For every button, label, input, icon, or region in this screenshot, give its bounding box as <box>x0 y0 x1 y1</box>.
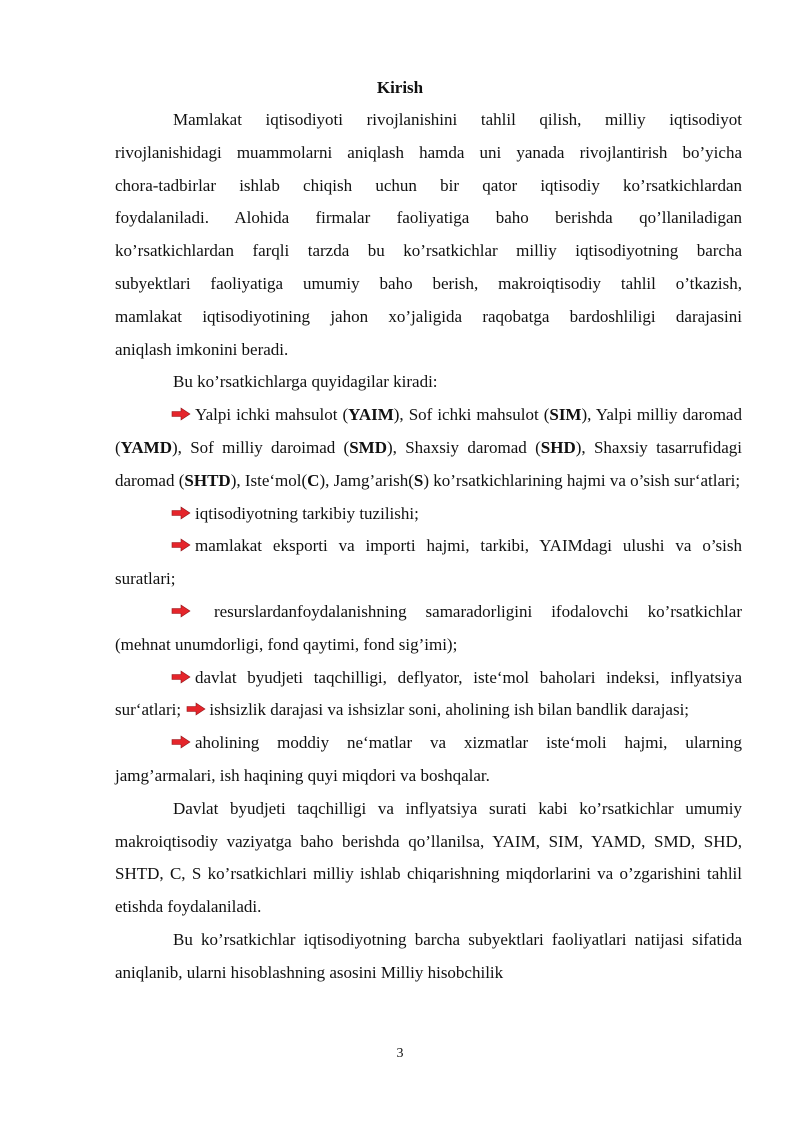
red-arrow-icon <box>171 506 191 520</box>
list-lead: Bu ko’rsatkichlarga quyidagilar kiradi: <box>173 372 438 392</box>
body-paragraph: Bu ko’rsatkichlar iqtisodiyotning barcha subyektlari faoliyatlari natijasi sifatida aniqlanib, ularni hisoblashning asosini Milliy hisobchilik <box>115 929 742 982</box>
bullet-text: ishsizlik darajasi va ishsizlar soni, aholining ish bilan bandlik darajasi; <box>209 700 690 720</box>
text-line: mamlakat iqtisodiyotining jahon xo’jaligida raqobatga bardoshliligi darajasini <box>115 306 742 326</box>
page-title: Kirish <box>376 78 424 97</box>
text-line: Mamlakat iqtisodiyoti rivojlanishini tahlil qilish, milliy iqtisodiyot <box>173 110 742 129</box>
body-paragraph: Davlat byudjeti taqchilligi va inflyatsiya surati kabi ko’rsatkichlar umumiy makroiqtisodiy vaziyatga baho berishda qo’llanilsa, YAIM, SIM, YAMD, SMD, SHD, SHTD, C, S ko’rsatkichlari milliy ishlab chiqarishning miqdorlarini va o’zgarishini tahlil etishda foydalaniladi. <box>115 798 742 917</box>
bullet-item <box>115 530 742 596</box>
abbreviation: S <box>413 470 424 490</box>
bullet-text: davlat byudjeti taqchilligi, deflyator, iste‘mol baholari indeksi, inflyatsiya sur‘atlari; <box>115 667 742 720</box>
text-line: rivojlanishidagi muammolarni aniqlash hamda uni yanada rivojlantirish bo’yicha <box>115 142 742 162</box>
bullet-text: mamlakat eksporti va importi hajmi, tarkibi, YAIMdagi ulushi va o’sish suratlari; <box>115 536 742 589</box>
bullet-text: ), Yalpi milliy daromad ( <box>115 405 742 457</box>
red-arrow-icon <box>171 538 191 552</box>
bullet-text: resurslardanfoydalanishning samaradorligini ifodalovchi ko’rsatkichlar (mehnat unumdorligi, fond qaytimi, fond sig’imi); <box>115 601 742 654</box>
abbreviation: SHD <box>540 437 576 457</box>
red-arrow-icon <box>171 407 191 421</box>
text-line: ko’rsatkichlardan farqli tarzda bu ko’rsatkichlar milliy iqtisodiyotning barcha <box>115 241 742 261</box>
bullet-text: Yalpi ichki mahsulot ( <box>195 405 349 425</box>
text-line: chora-tadbirlar ishlab chiqish uchun bir qator iqtisodiy ko’rsatkichlardan <box>115 175 742 195</box>
abbreviation: SHTD <box>184 470 231 490</box>
bullet-text: ), Shaxsiy tasarrufidagi daromad ( <box>115 437 743 490</box>
bullet-text: iqtisodiyotning tarkibiy tuzilishi; <box>195 503 419 523</box>
text-line: subyektlari faoliyatiga umumiy baho berish, makroiqtisodiy tahlil o’tkazish, <box>115 273 742 293</box>
bullet-text: ), Sof ichki mahsulot ( <box>393 405 550 425</box>
bullet-text: ), Shaxsiy daromad ( <box>386 437 541 457</box>
abbreviation: SMD <box>349 437 387 457</box>
document-body <box>115 104 742 990</box>
red-arrow-icon <box>171 735 191 749</box>
bullet-text: ) ko’rsatkichlarining hajmi va o’sish sur‘atlari; <box>423 470 741 490</box>
bullet-text: ), Iste‘mol( <box>230 470 308 490</box>
text-line: aniqlash imkonini beradi. <box>115 339 289 359</box>
bullet-text: ), Sof milliy daroimad ( <box>172 437 350 457</box>
abbreviation: SIM <box>549 405 582 425</box>
red-arrow-icon <box>186 702 206 716</box>
bullet-item <box>115 596 742 662</box>
bullet-item <box>115 662 742 728</box>
abbreviation: YAIM <box>348 405 394 425</box>
page-number: 3 <box>396 1046 404 1061</box>
bullet-item <box>115 399 742 497</box>
abbreviation: C <box>307 470 320 490</box>
bullet-item <box>115 727 742 793</box>
abbreviation: YAMD <box>120 437 172 457</box>
bullet-text: ), Jamg’arish( <box>319 470 414 490</box>
red-arrow-icon <box>171 670 191 684</box>
bullet-text: aholining moddiy ne‘matlar va xizmatlar iste‘moli hajmi, ularning jamg’armalari, ish haqining quyi miqdori va boshqalar. <box>115 733 742 785</box>
bullet-item <box>115 498 742 531</box>
red-arrow-icon <box>171 604 191 618</box>
intro-paragraph <box>115 104 742 366</box>
text-line: foydalaniladi. Alohida firmalar faoliyatiga baho berishda qo’llaniladigan <box>115 208 742 228</box>
